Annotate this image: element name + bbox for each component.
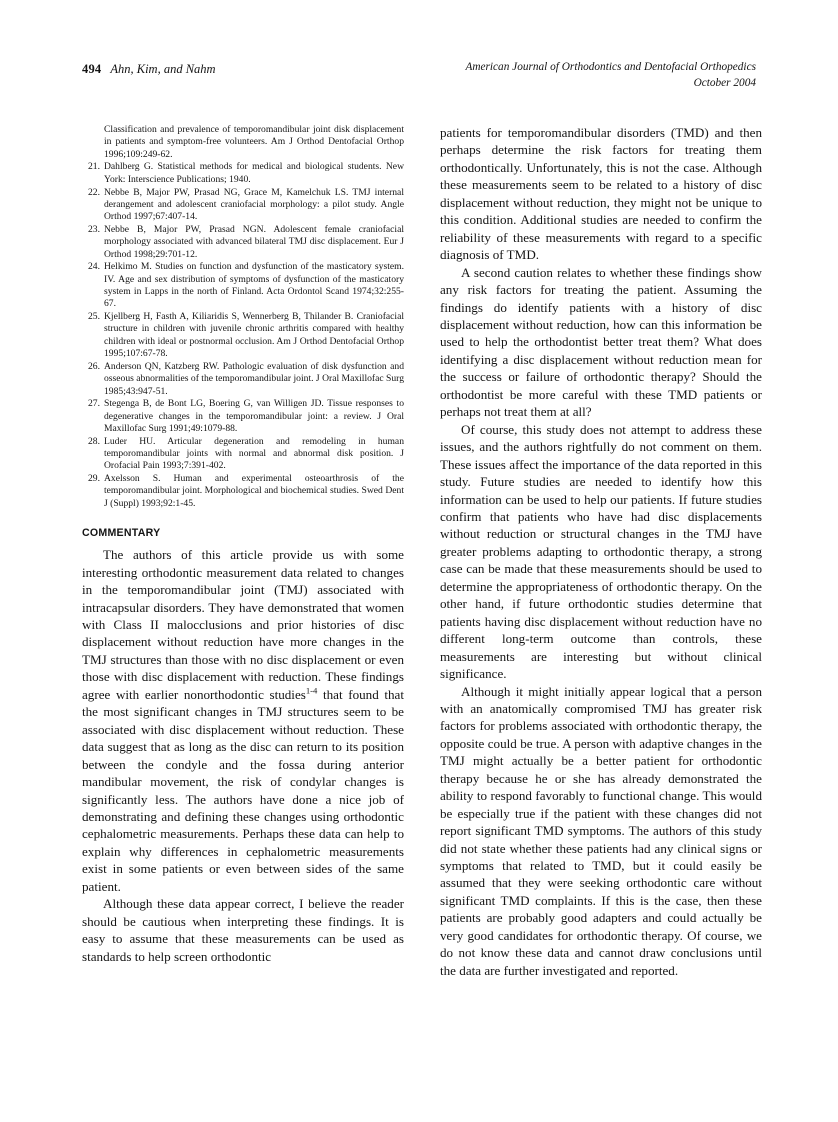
reference-number: 21.	[88, 161, 100, 173]
running-head-authors: Ahn, Kim, and Nahm	[110, 62, 216, 76]
reference-text: Anderson QN, Katzberg RW. Pathologic evaluation of disk dysfunction and osseous abnormalities of the temporomandibular joint. J Oral Maxillofac Surg 1985;43:947-51.	[104, 360, 404, 397]
reference-text: Stegenga B, de Bont LG, Boering G, van Willigen JD. Tissue responses to degenerative changes in the temporomandibular joint: a review. J Oral Maxillofac Surg 1991;49:1079-88.	[104, 398, 404, 434]
journal-title: American Journal of Orthodontics and Dentofacial Orthopedics	[465, 61, 756, 73]
reference-number: 23.	[88, 223, 100, 235]
reference-item	[82, 436, 404, 473]
reference-item	[82, 473, 404, 510]
reference-text: Helkimo M. Studies on function and dysfunction of the masticatory system. IV. Age and sex distribution of symptoms of dysfunction of the masticatory system in Lapps in the north of Finland. Acta Ordontol Scand 1974;32:255-67.	[104, 261, 404, 310]
reference-text: Luder HU. Articular degeneration and remodeling in human temporomandibular joints with normal and abnormal disk position. J Orofacial Pain 1993;7:391-402.	[104, 435, 404, 472]
reference-list	[82, 124, 404, 510]
right-column	[440, 124, 762, 979]
reference-item	[82, 187, 404, 224]
reference-item	[82, 398, 404, 435]
reference-number: 27.	[88, 398, 100, 410]
reference-number: 24.	[88, 261, 100, 273]
reference-number: 22.	[88, 186, 100, 198]
page-folio: 494	[82, 62, 102, 76]
running-head	[82, 60, 756, 102]
reference-item	[82, 311, 404, 360]
reference-text: Nebbe B, Major PW, Prasad NGN. Adolescent female craniofacial morphology associated with advanced bilateral TMJ disc displacement. Eur J Orthod 1998;29:701-12.	[104, 223, 404, 260]
commentary-paragraph: Although these data appear correct, I believe the reader should be cautious when interpreting these findings. It is easy to assume that these measurements can be used as standards to help screen orthodontic	[82, 896, 404, 964]
commentary-heading: COMMENTARY	[82, 527, 161, 540]
reference-text: Classification and prevalence of temporomandibular joint disk displacement in patients and symptom-free volunteers. Am J Orthod Dentofacial Orthop 1996;109:249-62.	[104, 124, 404, 160]
reference-item	[82, 161, 404, 186]
issue-date: October 2004	[693, 76, 756, 89]
reference-item-continued	[82, 124, 404, 161]
reference-item	[82, 261, 404, 310]
reference-item	[82, 361, 404, 398]
reference-item	[82, 224, 404, 261]
reference-number: 26.	[88, 360, 100, 372]
commentary-paragraph	[82, 546, 404, 895]
running-head-left	[82, 60, 216, 78]
reference-number: 29.	[88, 473, 100, 485]
left-column	[82, 124, 404, 965]
paragraph-text-part-b: that found that the most significant changes in TMJ structures seem to be associated with disc displacement without reduction. These data suggest that as long as the disc can return to its position between the condyle and the fossa during anterior mandibular movement, the risk of condylar changes is significantly less. The authors have done a nice job of demonstrating and defining these changes using orthodontic cephalometric measurements. Perhaps these data can help to explain why differences in cephalometric measurements exist in some patients or even between sides of the same patient.	[82, 686, 404, 894]
reference-text: Kjellberg H, Fasth A, Kiliaridis S, Wennerberg B, Thilander B. Craniofacial structure in children with juvenile chronic arthritis compared with healthy children with ideal or postnormal occlusion. Am J Orthod Dentofacial Orthop 1995;107:67-78.	[104, 311, 404, 360]
paragraph-text-part-a: The authors of this article provide us with some interesting orthodontic measurement data related to changes in the temporomandibular joint (TMJ) associated with intracapsular disorders. They have demonstrated that women with Class II malocclusions and prior histories of disc displacement without reduction have more changes in the TMJ structures than those with no disc displacement or even those with disc displacement with reduction. These findings agree with earlier nonorthodontic studies	[82, 547, 404, 702]
commentary-paragraph: Of course, this study does not attempt to address these issues, and the authors rightfully do not comment on them. These issues affect the importance of the data reported in this study. Future studies are needed to identify how this information can be used to help our patients. If future studies confirm that patients who have had disc displacements without reduction or structural changes in the TMJ have greater problems adapting to orthodontic therapy, a strong case can be made that these measurements should be used to determine the appropriateness of orthodontic therapy. On the other hand, if future orthodontic studies determine that patients having disc displacement without reduction have no different long-term outcome than controls, these measurements are interesting but without clinical significance.	[440, 421, 762, 682]
reference-number: 28.	[88, 435, 100, 447]
running-head-right	[465, 60, 756, 91]
reference-text: Axelsson S. Human and experimental osteoarthrosis of the temporomandibular joint. Morphological and biochemical studies. Swed Dent J (Suppl) 1993;92:1-45.	[104, 473, 404, 509]
commentary-paragraph: patients for temporomandibular disorders (TMD) and then perhaps determine the risk factors for treating them orthodontically. Unfortunately, this is not the case. Although these measurements seem to be related to a history of disc displacement without reduction, they might not be unique to this condition. Additional studies are needed to confirm the reliability of these measurements with regard to a specific diagnosis of TMD.	[440, 125, 762, 263]
commentary-paragraph: Although it might initially appear logical that a person with an anatomically compromised TMJ has greater risk factors for problems associated with orthodontic therapy, the opposite could be true. A person with adaptive changes in the TMJ might actually be a better patient for orthodontic therapy because he or she has already demonstrated the ability to respond favorably to functional change. This would be especially true if the patient with these changes did not report significant TMD symptoms. The authors of this study did not state whether these patients had any clinical signs or symptoms that related to TMD, but it could easily be assumed that they were seeking orthodontic care without significant TMD complaints. If this is the case, then these patients are probably good adapters and could actually be very good candidates for orthodontic therapy. Of course, we do not know these data and cannot draw conclusions until the data are further investigated and reported.	[440, 683, 762, 978]
reference-text: Nebbe B, Major PW, Prasad NG, Grace M, Kamelchuk LS. TMJ internal derangement and adolescent craniofacial morphology: a pilot study. Angle Orthod 1997;67:407-14.	[104, 186, 404, 223]
commentary-paragraph: A second caution relates to whether these findings show any risk factors for treating the patient. Assuming the findings do identify patients with a history of disc displacement without reduction, how can this information be used to help the orthodontist better treat them? What does identifying a disc displacement without reduction mean for the success or failure of orthodontic therapy? Should the orthodontist be more careful with these TMD patients or perhaps not treat them at all?	[440, 264, 762, 420]
reference-text: Dahlberg G. Statistical methods for medical and biological students. New York: Interscience Publications; 1940.	[104, 161, 404, 185]
citation-superscript: 1-4	[305, 685, 318, 696]
reference-number: 25.	[88, 311, 100, 323]
